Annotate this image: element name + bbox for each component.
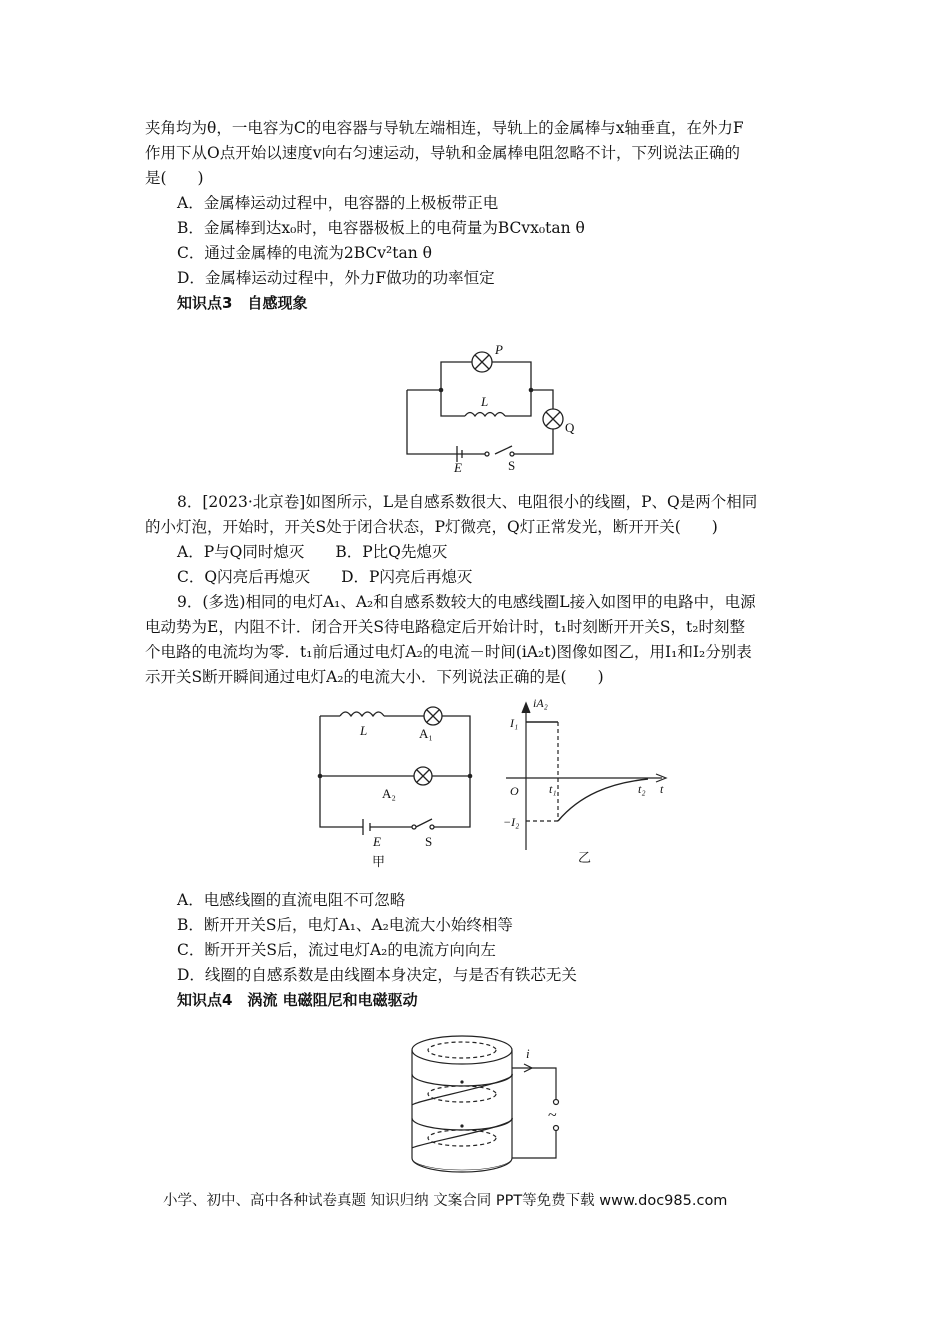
switch-contact: [485, 452, 489, 456]
switch-contact: [430, 825, 434, 829]
junction-dot: [468, 774, 473, 779]
label-l: L: [481, 394, 489, 409]
q8-options-ab: A．P与Q同时熄灭 B．P比Q先熄灭: [177, 543, 448, 561]
q9-stem-line-2: 电动势为E，内阻不计．闭合开关S待电路稳定后开始计时，t₁时刻断开开关S，t₂时刻整: [145, 618, 745, 636]
label-i: i: [526, 1046, 530, 1061]
ac-terminal: [554, 1126, 559, 1131]
label-p: P: [495, 342, 503, 357]
tick-t2: t₂: [638, 782, 646, 796]
switch-contact: [510, 452, 514, 456]
q7-stem-line-3: 是( ): [145, 169, 204, 187]
knowledge-point-4-heading: 知识点4 涡流 电磁阻尼和电磁驱动: [177, 991, 418, 1009]
switch-contact: [412, 825, 416, 829]
y-axis-arrow: [522, 703, 530, 713]
q7-stem-line-2: 作用下从O点开始以速度v向右匀速运动，导轨和金属棒电阻忽略不计，下列说法正确的: [145, 144, 740, 162]
eddy-current-cylinder-diagram: [400, 1030, 580, 1180]
tick-i1: I₁: [510, 716, 519, 730]
q9-option-d: D．线圈的自感系数是由线圈本身决定，与是否有铁芯无关: [177, 966, 577, 984]
q8-circuit-diagram: [395, 340, 595, 480]
q9-option-a: A．电感线圈的直流电阻不可忽略: [177, 891, 406, 909]
label-q: Q: [565, 420, 575, 435]
label-l: L: [360, 723, 368, 738]
junction-dot: [318, 774, 323, 779]
junction-dot: [439, 388, 444, 393]
label-a2: A₂: [382, 786, 396, 801]
lamp-a2-icon: [414, 767, 432, 785]
y-axis-label: iA₂: [533, 696, 548, 710]
lamp-p-icon: [472, 352, 492, 372]
lamp-a1-icon: [424, 707, 442, 725]
label-e: E: [373, 834, 381, 849]
label-e: E: [454, 460, 462, 475]
knowledge-point-3-heading: 知识点3 自感现象: [177, 294, 308, 312]
page-footer: 小学、初中、高中各种试卷真题 知识归纳 文案合同 PPT等免费下载 www.doc985.com: [163, 1193, 728, 1209]
q8-options-cd: C．Q闪亮后再熄灭 D．P闪亮后再熄灭: [177, 568, 473, 586]
junction-dot: [529, 388, 534, 393]
caption-jia: 甲: [372, 854, 386, 869]
q7-option-a: A．金属棒运动过程中，电容器的上极板带正电: [177, 194, 499, 212]
label-s: S: [508, 458, 516, 473]
q7-option-c: C．通过金属棒的电流为2BCv²tan θ: [177, 244, 432, 262]
current-decay-curve: [558, 779, 648, 821]
q7-stem-line-1: 夹角均为θ，一电容为C的电容器与导轨左端相连，导轨上的金属棒与x轴垂直，在外力F: [145, 119, 744, 137]
coil-dot: [460, 1080, 463, 1083]
coil-dot: [460, 1124, 463, 1127]
q8-stem-line-2: 的小灯泡，开始时，开关S处于闭合状态，P灯微亮，Q灯正常发光，断开开关( ): [145, 518, 718, 536]
ac-source-icon: ~: [548, 1107, 557, 1124]
caption-yi: 乙: [578, 850, 592, 865]
q7-option-b: B．金属棒到达x₀时，电容器极板上的电荷量为BCvx₀tan θ: [177, 219, 585, 237]
q9-option-c: C．断开开关S后，流过电灯A₂的电流方向向左: [177, 941, 496, 959]
lamp-q-icon: [543, 409, 563, 429]
q9-stem-line-3: 个电路的电流均为零．t₁前后通过电灯A₂的电流－时间(iA₂t)图像如图乙，用I₁和I₂分别表: [145, 643, 752, 661]
tick-t1: t₁: [549, 782, 557, 796]
q8-stem-line-1: 8．[2023·北京卷]如图所示，L是自感系数很大、电阻很小的线圈，P、Q是两个相同: [177, 493, 758, 511]
label-s: S: [425, 834, 433, 849]
ac-terminal: [554, 1100, 559, 1105]
q9-option-b: B．断开开关S后，电灯A₁、A₂电流大小始终相等: [177, 916, 513, 934]
q9-stem-line-1: 9．(多选)相同的电灯A₁、A₂和自感系数较大的电感线圈L接入如图甲的电路中，电源: [177, 593, 756, 611]
tick-neg-i2: −I₂: [503, 815, 520, 829]
x-axis-label: t: [660, 782, 664, 796]
origin-label: O: [510, 784, 519, 798]
q9-stem-line-4: 示开关S断开瞬间通过电灯A₂的电流大小．下列说法正确的是( ): [145, 668, 604, 686]
q9-circuit-diagram-jia: [310, 700, 485, 870]
label-a1: A₁: [419, 726, 433, 741]
q7-option-d: D．金属棒运动过程中，外力F做功的功率恒定: [177, 269, 495, 287]
q9-current-time-graph-yi: [500, 695, 680, 870]
